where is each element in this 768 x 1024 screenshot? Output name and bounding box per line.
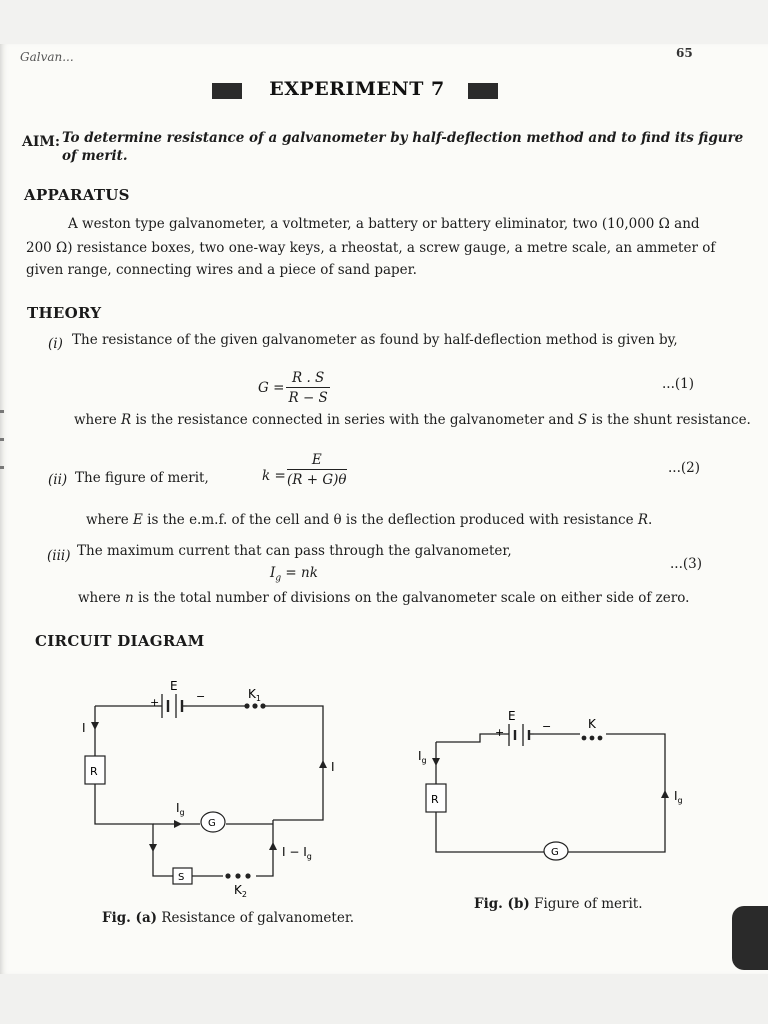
theory-where-2: where E is the e.m.f. of the cell and θ is the deflection produced with resistance R. <box>86 512 653 528</box>
fig-b-caption: Fig. (b) Figure of merit. <box>474 896 643 912</box>
aim-label: AIM: <box>22 134 61 150</box>
margin-mark <box>0 410 4 413</box>
fig-b-label-Ig-left: $I_g$ <box>418 749 427 765</box>
apparatus-line3: given range, connecting wires and a piece of sand paper. <box>26 262 417 278</box>
eq3: $I_g$ = nk <box>270 565 318 584</box>
theory-item-i-text: The resistance of the given galvanometer as found by half-deflection method is given by, <box>72 332 678 348</box>
fig-b-label-G: G <box>551 847 559 858</box>
fig-b-label-E: E <box>508 709 516 723</box>
eq2-denominator: (R + G)θ <box>287 472 347 488</box>
title-bar-right <box>468 83 498 99</box>
margin-mark <box>0 438 4 441</box>
circuit-diagram-heading: CIRCUIT DIAGRAM <box>35 632 205 650</box>
experiment-title: EXPERIMENT 7 <box>269 78 445 100</box>
fig-a-label-minus: − <box>196 690 206 703</box>
aim-text-line2: of merit. <box>62 148 128 164</box>
circuit-figure-b <box>410 706 700 876</box>
fig-a-label-Ig: $I_g$ <box>176 801 185 817</box>
fig-a-label-I-minus-Ig: $I - I_g$ <box>282 845 312 861</box>
fig-b-label-Ig-right: $I_g$ <box>674 789 683 805</box>
fig-a-label-K1: $K_1$ <box>248 687 261 703</box>
eq1-fraction <box>286 370 330 406</box>
fig-a-label-K2: $K_2$ <box>234 883 247 899</box>
theory-where-3: where n is the total number of divisions on the galvanometer scale on either side of zero. <box>78 590 690 606</box>
fig-b-label-R: R <box>431 793 439 806</box>
theory-item-ii-number: (ii) <box>48 472 68 488</box>
eq2-fraction <box>287 452 347 488</box>
theory-item-i-number: (i) <box>48 336 63 352</box>
eq2-tag: ...(2) <box>668 460 700 476</box>
apparatus-line2: 200 Ω) resistance boxes, two one-way keys, a rheostat, a screw gauge, a metre scale, an ammeter of <box>26 240 716 256</box>
experiment-title-block <box>212 78 502 104</box>
eq3-tag: ...(3) <box>670 556 702 572</box>
eq2-numerator: E <box>287 452 347 470</box>
fig-b-label-K: K <box>588 717 596 731</box>
theory-heading: THEORY <box>27 304 102 322</box>
theory-item-ii-text: The figure of merit, <box>75 470 209 486</box>
theory-item-iii-text: The maximum current that can pass through the galvanometer, <box>77 543 512 559</box>
apparatus-line1: A weston type galvanometer, a voltmeter, a battery or battery eliminator, two (10,000 Ω and <box>68 216 700 232</box>
circuit-figure-a <box>60 670 370 900</box>
page-thumb-tab <box>732 906 768 970</box>
eq2-lhs: k = <box>262 468 286 484</box>
fig-b-label-plus: + <box>495 726 505 739</box>
fig-a-label-I-right: I <box>331 760 335 774</box>
theory-where-1: where R is the resistance connected in series with the galvanometer and S is the shunt resistance. <box>74 412 751 428</box>
fig-a-label-plus: + <box>150 696 160 709</box>
theory-item-iii-number: (iii) <box>47 548 71 564</box>
fig-a-label-S: S <box>178 872 185 883</box>
eq1-tag: ...(1) <box>662 376 694 392</box>
fig-a-label-I-left: I <box>82 721 86 735</box>
apparatus-heading: APPARATUS <box>24 186 130 204</box>
scan-background <box>0 974 768 1024</box>
fig-a-caption: Fig. (a) Resistance of galvanometer. <box>102 910 355 926</box>
fig-a-label-G: G <box>208 818 216 829</box>
fig-a-label-E: E <box>170 679 178 693</box>
fig-a-label-R: R <box>90 765 98 778</box>
eq1-lhs: G = <box>258 380 285 396</box>
page-number: 65 <box>676 46 693 60</box>
eq1-denominator: R − S <box>288 390 328 406</box>
eq1-numerator: R . S <box>286 370 330 388</box>
running-head: Galvan... <box>20 50 74 64</box>
fig-b-label-minus: − <box>542 720 552 733</box>
margin-mark <box>0 466 4 469</box>
aim-text-line1: To determine resistance of a galvanometer by half-deflection method and to find its figure <box>62 130 744 146</box>
